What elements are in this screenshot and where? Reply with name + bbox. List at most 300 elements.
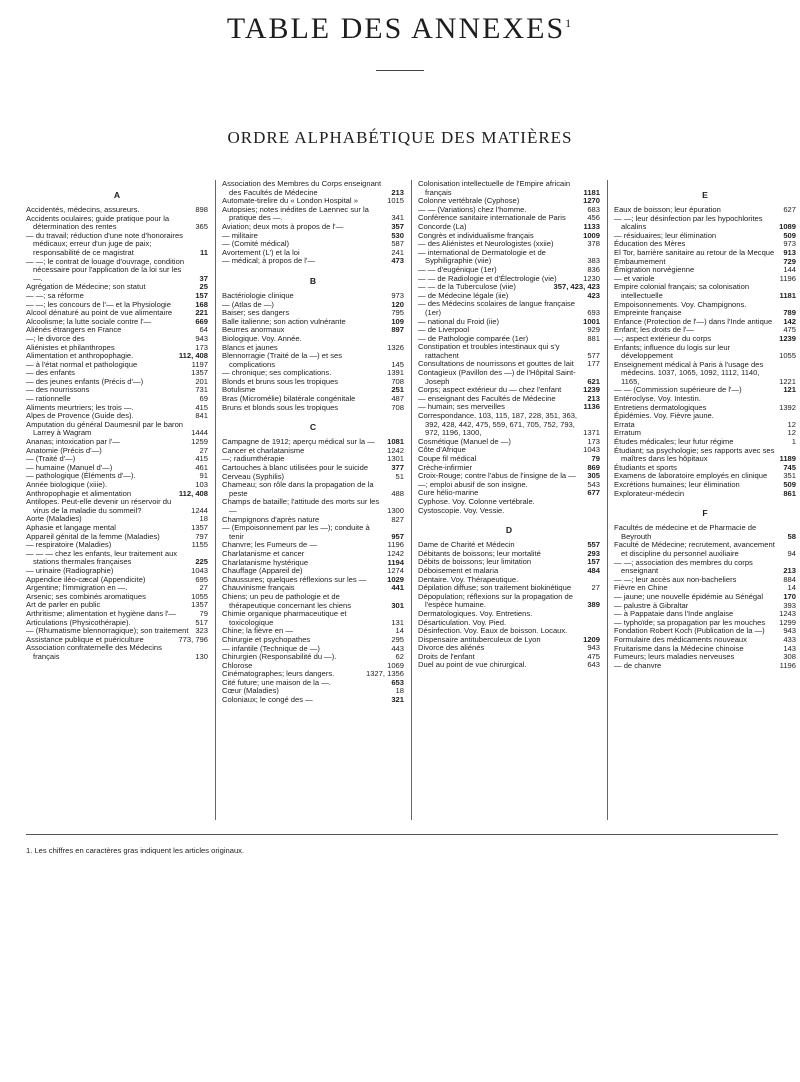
entry-page: 121: [783, 385, 796, 395]
entry-page: 1357: [191, 368, 208, 378]
index-entry: [614, 412, 796, 421]
entry-term: Automate-tirelire du « London Hospital »: [222, 196, 358, 206]
entry-page: 643: [587, 660, 600, 670]
entry-term: Examens de laboratoire employés en clinique: [614, 471, 768, 481]
entry-term: Erratum: [614, 428, 642, 438]
entry-page: 1197: [191, 359, 208, 369]
entry-page: 14: [395, 626, 404, 636]
entry-term: Explorateur-médecin: [614, 488, 685, 498]
entry-term: — —; leur accès aux non-bacheliers: [614, 574, 737, 584]
entry-term: Fumeurs; leurs maladies nerveuses: [614, 652, 735, 662]
index-entry: [614, 559, 796, 576]
entry-page: 1230: [583, 273, 600, 283]
entry-term: Avortement (L') et la loi: [222, 247, 300, 257]
index-entry: [222, 696, 404, 705]
entry-page: 484: [587, 565, 600, 575]
entry-page: 973: [391, 290, 404, 300]
entry-term: Cancer et charlatanisme: [222, 445, 305, 455]
entry-term: Droits de l'enfant: [418, 651, 475, 661]
entry-page: 213: [783, 566, 796, 576]
entry-page: 898: [195, 205, 208, 214]
entry-page: 456: [587, 213, 600, 223]
entry-term: — infantile (Technique de —): [222, 643, 320, 653]
entry-term: Contagieux (Pavillon des —) de l'Hôpital Saint-Joseph: [418, 368, 576, 386]
entry-term: Charlatanisme hystérique: [222, 557, 309, 567]
entry-term: Baiser; ses dangers: [222, 308, 290, 318]
entry-page: 27: [199, 445, 208, 455]
entry-term: Arsenic; ses combinés aromatiques: [26, 591, 146, 601]
index-entry: [614, 421, 796, 430]
entry-page: 1371: [583, 428, 600, 438]
index-entry: [222, 257, 404, 266]
index-entry: [418, 593, 600, 610]
index-entry: [614, 662, 796, 671]
entry-page: 708: [391, 402, 404, 412]
entry-term: — résiduaires; leur élimination: [614, 230, 717, 240]
index-entry: [26, 232, 208, 258]
entry-term: — — (Commission supérieure de l'—): [614, 385, 742, 395]
entry-page: 301: [391, 600, 404, 610]
entry-page: 12: [787, 428, 796, 438]
entry-term: Chiens; un peu de pathologie et de thérapeutique concernant les chiens: [222, 591, 352, 610]
entry-term: Empoisonnements. Voy. Champignons.: [614, 299, 747, 309]
entry-term: Assistance publique et puériculture: [26, 634, 144, 644]
entry-page: 627: [783, 205, 796, 214]
entry-term: — —; les concours de l'— et la Physiologie: [26, 299, 171, 309]
entry-term: — de Pathologie comparée (1er): [418, 333, 529, 343]
entry-term: Chameau; son rôle dans la propagation de la peste: [222, 480, 374, 498]
entry-term: Errata: [614, 419, 635, 429]
entry-term: Entéroclyse. Voy. Intestin.: [614, 394, 701, 404]
entry-term: — militaire: [222, 230, 258, 240]
entry-page: 321: [391, 695, 404, 705]
index-entry: [26, 498, 208, 515]
entry-page: 443: [391, 643, 404, 653]
entry-term: — humain; ses merveilles: [418, 402, 505, 412]
entry-page: 14: [787, 583, 796, 593]
entry-page: 1391: [387, 368, 404, 378]
entry-page: 109: [391, 316, 404, 326]
entry-term: Divorce des aliénés: [418, 643, 485, 653]
entry-page: 543: [587, 479, 600, 489]
entry-term: Fruitarisme dans la Médecine chinoise: [614, 643, 744, 653]
title-rule: [376, 70, 424, 71]
entry-page: 1270: [583, 196, 600, 206]
entry-term: Amputation du général Daumesnil par le baron Larrey à Wagram: [26, 419, 184, 438]
entry-page: 27: [199, 583, 208, 593]
entry-page: 913: [783, 247, 796, 257]
entry-page: 1043: [191, 565, 208, 575]
entry-term: Émigration norvégienne: [614, 265, 695, 275]
entry-page: 1055: [779, 351, 796, 361]
entry-page: 517: [195, 617, 208, 627]
entry-term: Dermatologiques. Voy. Entretiens.: [418, 608, 533, 618]
entry-page: 415: [195, 402, 208, 412]
index-entry: [418, 369, 600, 386]
entry-page: 1069: [387, 660, 404, 670]
entry-term: Excrétions humaines; leur élimination: [614, 480, 740, 489]
entry-term: — —; association des membres du corps enseignant: [614, 557, 753, 576]
entry-term: Enfant; les droits de l'—: [614, 325, 694, 335]
entry-term: Épidémies. Voy. Fièvre jaune.: [614, 411, 714, 421]
index-entry: [26, 258, 208, 284]
entry-term: — (Comité médical): [222, 239, 290, 249]
index-entry: [614, 490, 796, 499]
entry-page: 1327, 1356: [365, 669, 404, 679]
index-entry: [222, 610, 404, 627]
entry-term: Cartouches à blanc utilisées pour le suicide: [222, 463, 369, 473]
entry-page: 1009: [583, 230, 600, 240]
section-letter: B: [309, 275, 317, 286]
entry-term: Empreinte française: [614, 308, 682, 318]
entry-page: 1326: [387, 342, 404, 352]
entry-page: 1196: [779, 660, 796, 670]
entry-page: 557: [587, 540, 600, 550]
entry-term: Dépilation diffuse; son traitement biokinétique: [418, 583, 572, 593]
entry-term: —; emploi abusif de son insigne.: [418, 479, 528, 489]
entry-page: 473: [391, 256, 404, 266]
entry-term: Éducation des Mères: [614, 239, 686, 249]
index-entry: [222, 404, 404, 413]
entry-term: Aphasie et langage mental: [26, 522, 116, 532]
entry-term: Aorte (Maladies): [26, 514, 82, 524]
entry-term: Corps; aspect extérieur du — chez l'enfant: [418, 385, 562, 395]
entry-term: Désarticulation. Voy. Pied.: [418, 617, 507, 627]
entry-page: 587: [391, 239, 404, 249]
entry-term: Constipation et troubles intestinaux qui s'y rattachent: [418, 342, 560, 360]
entry-term: Aliénistes et philanthropes: [26, 342, 115, 352]
entry-page: 145: [391, 359, 404, 369]
entry-term: Colonne vertébrale (Cyphose): [418, 196, 520, 206]
entry-term: — (Rhumatisme blennorragique); son traitement: [26, 626, 189, 636]
entry-page: 1392: [779, 402, 796, 412]
entry-page: 1089: [779, 222, 796, 232]
entry-term: Étudiants et sports: [614, 462, 677, 472]
entry-page: 836: [587, 264, 600, 274]
entry-page: 241: [391, 247, 404, 257]
entry-term: — chronique; ses complications.: [222, 368, 332, 378]
entry-term: Chimie organique pharmaceutique et toxicologique: [222, 609, 347, 627]
entry-term: — des jeunes enfants (Précis d'—): [26, 376, 144, 386]
entry-page: 773, 796: [178, 634, 208, 644]
entry-term: Cité future; une maison de la —.: [222, 677, 331, 687]
entry-page: 1196: [387, 540, 404, 550]
entry-page: 357, 423, 423: [553, 282, 600, 292]
entry-term: Accidents oculaires; guide pratique pour la détermination des rentes: [26, 213, 170, 232]
entry-page: 305: [587, 471, 600, 481]
entry-page: 25: [199, 282, 208, 292]
entry-term: — pathologique (Éléments d'—).: [26, 471, 136, 481]
entry-term: Enseignement médical à Paris à l'usage des médecins. 1037, 1065, 1092, 1112, 1140, 1165,: [614, 359, 764, 386]
column-divider: [411, 180, 412, 820]
entry-page: 1242: [387, 548, 404, 558]
index-column-4: [614, 180, 796, 820]
index-entry: [26, 421, 208, 438]
entry-page: 1001: [583, 316, 600, 326]
entry-term: Appareil génital de la femme (Maladies): [26, 531, 160, 541]
entry-page: 11: [199, 247, 208, 257]
entry-term: —; aspect extérieur du corps: [614, 333, 712, 343]
entry-page: 18: [395, 686, 404, 696]
index-entry: [418, 180, 600, 197]
entry-page: 131: [391, 617, 404, 627]
entry-page: 943: [195, 333, 208, 343]
entry-page: 881: [587, 333, 600, 343]
section-letter: C: [309, 422, 317, 433]
entry-page: 37: [199, 273, 208, 283]
entry-term: Cinématographes; leurs dangers.: [222, 669, 335, 679]
entry-page: 869: [587, 462, 600, 472]
entry-term: Antilopes. Peut-elle devenir un réservoir du virus de la maladie du sommeil?: [26, 497, 172, 515]
entry-term: — — d'eugénique (1er): [418, 264, 497, 274]
entry-page: 487: [391, 394, 404, 404]
entry-term: Étudiant; sa psychologie; ses rapports avec ses maîtres dans les hôpitaux: [614, 445, 775, 464]
index-entry: [614, 447, 796, 464]
entry-page: 120: [391, 299, 404, 309]
entry-term: Appendice iléo-cæcal (Appendicite): [26, 574, 146, 584]
entry-page: 323: [195, 626, 208, 636]
entry-term: Balle italienne; son action vulnérante: [222, 316, 346, 326]
entry-page: 693: [587, 307, 600, 317]
entry-page: 377: [391, 463, 404, 473]
entry-page: 669: [195, 316, 208, 326]
entry-page: 795: [391, 308, 404, 318]
entry-term: Blonds et bruns sous les tropiques: [222, 376, 339, 386]
entry-term: — jaune; une nouvelle épidémie au Sénégal: [614, 591, 764, 601]
entry-term: Eaux de boisson; leur épuration: [614, 205, 721, 214]
entry-page: 530: [391, 230, 404, 240]
entry-page: 708: [391, 376, 404, 386]
entry-term: Chirurgien (Responsabilité du —).: [222, 652, 337, 662]
entry-page: 351: [783, 471, 796, 481]
entry-page: 433: [783, 634, 796, 644]
index-entry: [222, 180, 404, 197]
index-entry: [222, 498, 404, 515]
entry-page: 1181: [583, 187, 600, 197]
entry-page: 1196: [779, 273, 796, 283]
entry-term: — respiratoire (Maladies): [26, 540, 112, 550]
page-subtitle: ORDRE ALPHABÉTIQUE DES MATIÈRES: [227, 128, 573, 147]
entry-page: 79: [199, 608, 208, 618]
entry-page: 1055: [191, 591, 208, 601]
entry-term: — de Liverpool: [418, 325, 470, 335]
entry-term: — — (Variations) chez l'homme.: [418, 204, 527, 214]
index-entry: [26, 644, 208, 661]
entry-term: — (Traité d'—): [26, 454, 76, 464]
entry-term: Cyphose. Voy. Colonne vertébrale.: [418, 496, 535, 506]
entry-page: 1194: [387, 557, 404, 567]
index-columns: [26, 180, 796, 820]
entry-page: 1181: [779, 290, 796, 300]
entry-term: — national du Froid (iie): [418, 316, 500, 326]
entry-term: Dépopulation; réflexions sur la propagation de l'espèce humaine.: [418, 591, 573, 610]
entry-term: Aliments meurtriers; les trois —.: [26, 402, 134, 412]
entry-term: Chauffage (Appareil de): [222, 566, 303, 576]
entry-term: Côte d'Afrique: [418, 445, 466, 455]
entry-page: 1029: [387, 574, 404, 584]
entry-term: Chine; la fièvre en —: [222, 626, 293, 636]
entry-page: 1357: [191, 600, 208, 610]
entry-page: 861: [783, 488, 796, 498]
entry-page: 1243: [779, 609, 796, 619]
entry-term: Crèche-infirmier: [418, 462, 473, 472]
entry-page: 897: [391, 325, 404, 335]
entry-page: 683: [587, 204, 600, 214]
entry-term: — —; leur désinfection par les hypochlorites alcalins: [614, 213, 763, 232]
entry-term: Facultés de médecine et de Pharmacie de Beyrouth: [614, 523, 757, 541]
entry-term: — urinaire (Radiographie): [26, 565, 114, 575]
entry-term: Cerveau (Syphilis): [222, 471, 285, 481]
entry-page: 221: [195, 308, 208, 318]
entry-page: 103: [195, 480, 208, 489]
entry-page: 12: [787, 419, 796, 429]
entry-term: Chanvre; les Fumeurs de —: [222, 540, 317, 550]
entry-term: Ananas; intoxication par l'—: [26, 437, 120, 447]
entry-page: 393: [783, 600, 796, 610]
entry-term: Croix-Rouge; contre l'abus de l'insigne de la —: [418, 471, 576, 481]
entry-term: — et variole: [614, 273, 655, 283]
entry-page: 577: [587, 350, 600, 360]
index-entry: [222, 352, 404, 369]
entry-page: 173: [587, 436, 600, 446]
entry-page: 1221: [779, 376, 796, 386]
entry-term: — à Pappataie dans l'Inde anglaise: [614, 609, 734, 619]
entry-term: Débits de boissons; leur limitation: [418, 557, 532, 567]
index-entry: [418, 300, 600, 317]
entry-term: — — de la Tuberculose (viie): [418, 282, 516, 292]
entry-term: Colonisation intellectuelle de l'Empire africain français: [418, 180, 571, 197]
entry-term: Empire colonial français; sa colonisation intellectuelle: [614, 282, 750, 300]
index-entry: [418, 249, 600, 266]
entry-term: Fondation Robert Koch (Publication de la —): [614, 626, 765, 636]
entry-page: 423: [587, 290, 600, 300]
entry-term: Aliénés étrangers en France: [26, 325, 122, 335]
entry-term: Enfants; influence du logis sur leur développement: [614, 342, 731, 361]
entry-page: 884: [783, 574, 796, 584]
entry-page: 173: [195, 342, 208, 352]
entry-page: 1155: [191, 540, 208, 550]
entry-page: 1239: [583, 385, 600, 395]
entry-term: — rationnelle: [26, 394, 71, 404]
entry-term: Désinfection. Voy. Eaux de boisson. Locaux.: [418, 626, 568, 636]
entry-page: 1043: [583, 445, 600, 455]
entry-page: 827: [391, 514, 404, 524]
index-entry: [222, 206, 404, 223]
entry-term: Cystoscopie. Voy. Vessie.: [418, 505, 505, 515]
index-entry: [614, 541, 796, 558]
entry-page: 64: [199, 325, 208, 335]
entry-term: — (Empoisonnement par les —); conduite à tenir: [222, 523, 370, 541]
entry-term: Anthropophagie et alimentation: [26, 488, 132, 498]
entry-term: — de chanvre: [614, 660, 662, 670]
entry-page: 27: [591, 583, 600, 593]
index-entry: [614, 215, 796, 232]
entry-term: Alcoolisme; la lutte sociale contre l'—: [26, 316, 152, 326]
entry-page: 1136: [583, 402, 600, 412]
entry-term: Cosmétique (Manuel de —): [418, 436, 511, 446]
entry-term: — — de Radiologie et d'Électrologie (vie): [418, 273, 557, 283]
entry-page: 251: [391, 385, 404, 395]
entry-page: 943: [783, 626, 796, 636]
entry-term: Blennorragie (Traité de la —) et ses complications: [222, 351, 343, 369]
entry-page: 383: [587, 256, 600, 266]
entry-page: 112, 408: [178, 488, 208, 498]
entry-page: 1133: [583, 221, 600, 231]
entry-page: 378: [587, 239, 600, 249]
entry-term: Champignons d'après nature: [222, 514, 320, 524]
entry-page: 1: [791, 437, 796, 447]
entry-term: —; le divorce des: [26, 333, 85, 343]
entry-page: 509: [783, 230, 796, 240]
entry-term: — palustre à Gibraltar: [614, 600, 689, 610]
entry-page: 213: [391, 187, 404, 197]
entry-page: 142: [783, 316, 796, 326]
index-entry: [614, 283, 796, 300]
entry-term: Concorde (La): [418, 221, 467, 231]
entry-page: 170: [783, 591, 796, 601]
index-entry: [26, 550, 208, 567]
index-entry: [418, 661, 600, 670]
entry-page: 488: [391, 488, 404, 498]
entry-term: Association confraternelle des Médecins français: [26, 643, 162, 661]
entry-page: 341: [391, 213, 404, 223]
title-footnote-marker: 1: [565, 16, 574, 30]
entry-page: 62: [395, 652, 404, 662]
entry-page: 1299: [779, 617, 796, 627]
entry-term: Dispensaire antituberculeux de Lyon: [418, 634, 541, 644]
entry-page: 168: [195, 299, 208, 309]
entry-term: Embaumement: [614, 256, 666, 266]
index-entry: [418, 507, 600, 516]
entry-term: — typhoïde; sa propagation par les mouches: [614, 617, 766, 627]
index-entry: [222, 481, 404, 498]
entry-page: 213: [587, 393, 600, 403]
entry-term: Études médicales; leur futur régime: [614, 437, 734, 447]
entry-page: 789: [783, 308, 796, 318]
entry-term: Articulations (Physicothérapie).: [26, 617, 131, 627]
entry-term: Art de parler en public: [26, 600, 101, 610]
entry-term: — des nourrissons: [26, 385, 90, 395]
entry-page: 308: [783, 652, 796, 662]
entry-page: 1189: [779, 454, 796, 464]
entry-page: 130: [195, 651, 208, 661]
entry-page: 112, 408: [178, 351, 208, 361]
entry-page: 1301: [387, 454, 404, 464]
entry-term: Association des Membres du Corps enseignant des Facultés de Médecine: [222, 180, 382, 197]
index-column-2: [222, 180, 404, 820]
entry-term: Beurres anormaux: [222, 325, 285, 335]
entry-page: 225: [195, 557, 208, 567]
entry-page: 475: [587, 651, 600, 661]
entry-term: — humaine (Manuel d'—): [26, 462, 113, 472]
index-entry: [222, 524, 404, 541]
entry-page: 695: [195, 574, 208, 584]
entry-term: Enfance (Protection de l'—) dans l'Inde antique: [614, 316, 773, 326]
entry-term: — du travail; réduction d'une note d'honoraires médicaux; erreur d'un juge de paix; responsabilité de ce magistrat: [26, 230, 183, 257]
entry-term: Blancs et jaunes: [222, 342, 278, 352]
index-entry: [418, 343, 600, 360]
entry-page: 1259: [191, 437, 208, 447]
entry-page: 1081: [387, 437, 404, 447]
entry-page: 441: [391, 583, 404, 593]
entry-page: 1239: [779, 333, 796, 343]
entry-page: 157: [195, 290, 208, 300]
section-letter: F: [702, 508, 708, 519]
entry-term: Déboisement et malaria: [418, 565, 499, 575]
entry-term: Conférence sanitaire internationale de Paris: [418, 213, 566, 223]
entry-page: 1242: [387, 445, 404, 455]
entry-term: Biologique. Voy. Année.: [222, 333, 302, 343]
